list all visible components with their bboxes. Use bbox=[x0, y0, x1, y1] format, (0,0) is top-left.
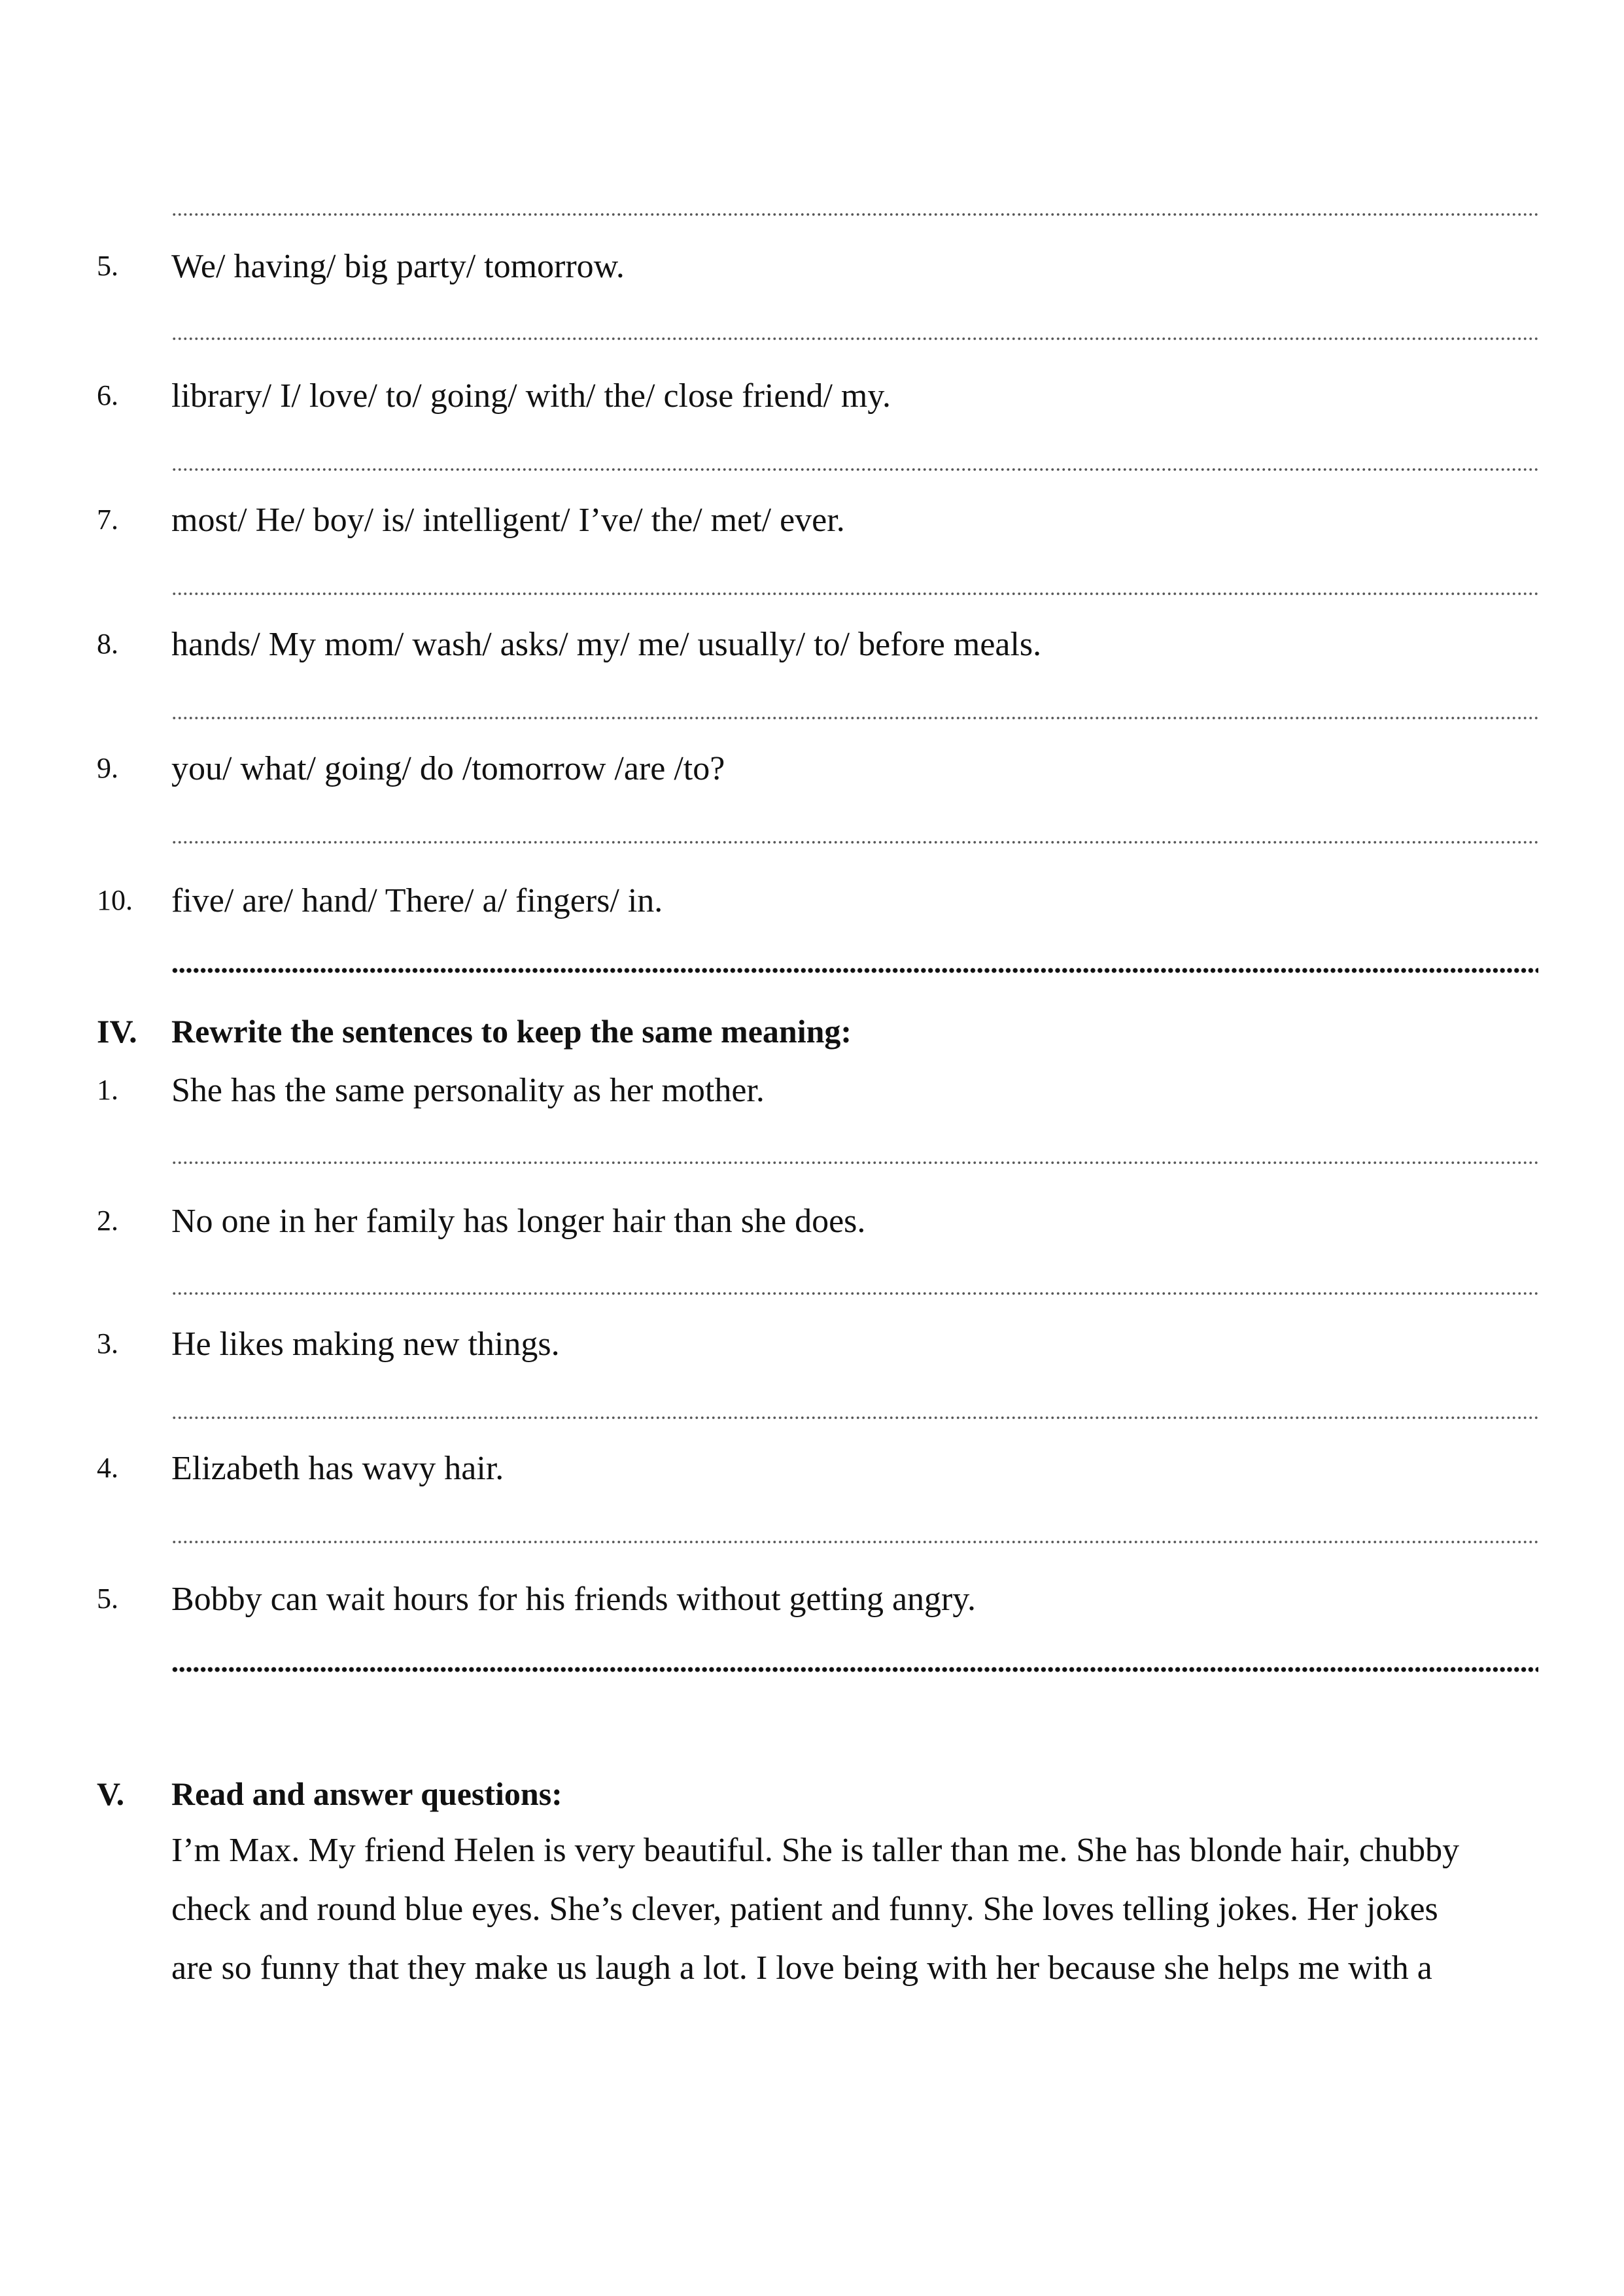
item-number: 3. bbox=[97, 1328, 118, 1360]
answer-line bbox=[171, 1666, 1538, 1673]
answer-line bbox=[171, 1414, 1538, 1422]
section-heading: Read and answer questions: bbox=[171, 1775, 562, 1812]
item-number: 1. bbox=[97, 1074, 118, 1106]
item-number: 6. bbox=[97, 379, 118, 411]
answer-line bbox=[171, 1290, 1538, 1297]
section-numeral: IV. bbox=[97, 1013, 137, 1050]
answer-line bbox=[171, 714, 1538, 722]
item-prompt: He likes making new things. bbox=[171, 1326, 560, 1363]
passage-line: check and round blue eyes. She’s clever, patient and funny. She loves telling jokes. Her jokes bbox=[171, 1891, 1438, 1928]
item-prompt: We/ having/ big party/ tomorrow. bbox=[171, 248, 625, 285]
section-heading: Rewrite the sentences to keep the same meaning: bbox=[171, 1013, 852, 1050]
passage-line: are so funny that they make us laugh a lot. I love being with her because she helps me with a bbox=[171, 1949, 1432, 1987]
item-prompt: hands/ My mom/ wash/ asks/ my/ me/ usually/ to/ before meals. bbox=[171, 626, 1042, 663]
item-number: 7. bbox=[97, 504, 118, 536]
item-prompt: Elizabeth has wavy hair. bbox=[171, 1450, 504, 1487]
answer-line bbox=[171, 1538, 1538, 1546]
item-prompt: most/ He/ boy/ is/ intelligent/ I’ve/ the/ met/ ever. bbox=[171, 502, 845, 539]
answer-line bbox=[171, 1159, 1538, 1167]
answer-line bbox=[171, 838, 1538, 846]
item-prompt: you/ what/ going/ do /tomorrow /are /to? bbox=[171, 750, 725, 787]
answer-line bbox=[171, 211, 1538, 218]
passage-line: I’m Max. My friend Helen is very beautiful. She is taller than me. She has blonde hair, chubby bbox=[171, 1832, 1460, 1869]
item-prompt: No one in her family has longer hair than she does. bbox=[171, 1203, 866, 1240]
item-number: 5. bbox=[97, 250, 118, 282]
item-number: 4. bbox=[97, 1452, 118, 1484]
item-prompt: five/ are/ hand/ There/ a/ fingers/ in. bbox=[171, 882, 663, 919]
item-number: 9. bbox=[97, 752, 118, 784]
item-prompt: library/ I/ love/ to/ going/ with/ the/ close friend/ my. bbox=[171, 377, 891, 415]
answer-line bbox=[171, 967, 1538, 974]
item-prompt: Bobby can wait hours for his friends without getting angry. bbox=[171, 1581, 976, 1618]
section-numeral: V. bbox=[97, 1775, 125, 1812]
item-number: 8. bbox=[97, 628, 118, 660]
item-number: 5. bbox=[97, 1583, 118, 1615]
item-number: 2. bbox=[97, 1205, 118, 1237]
answer-line bbox=[171, 466, 1538, 473]
answer-line bbox=[171, 335, 1538, 343]
answer-line bbox=[171, 590, 1538, 598]
item-prompt: She has the same personality as her mother. bbox=[171, 1072, 765, 1109]
item-number: 10. bbox=[97, 884, 133, 916]
